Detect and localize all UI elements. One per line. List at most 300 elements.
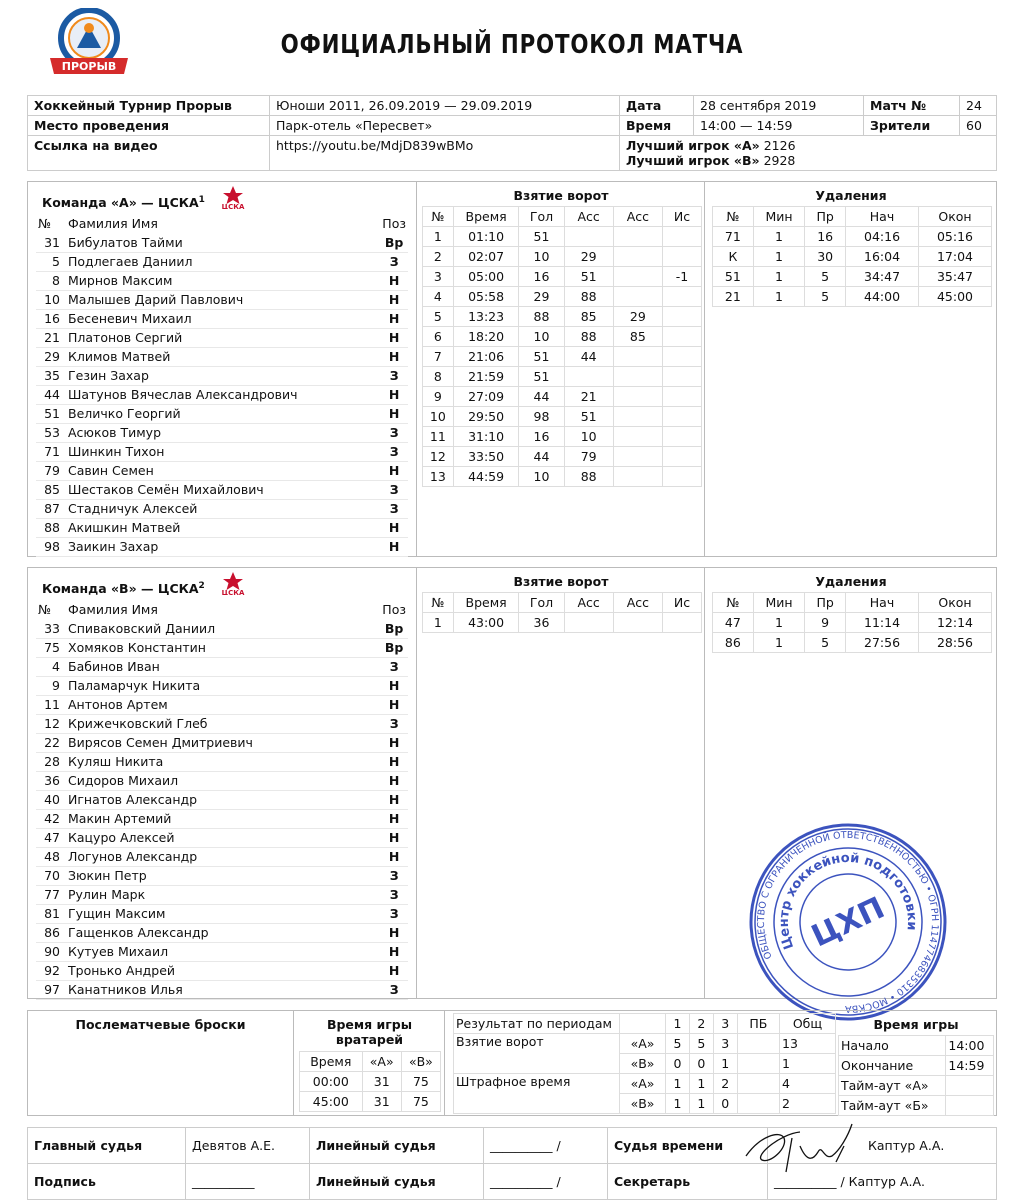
player-position: Н	[380, 461, 408, 480]
player-position: Н	[380, 271, 408, 290]
player-row	[36, 423, 408, 442]
goal-row-cell: 51	[564, 407, 613, 427]
goal-row-cell: -1	[663, 267, 702, 287]
player-name: Платонов Сергий	[66, 328, 380, 347]
venue-value: Парк-отель «Пересвет»	[270, 116, 620, 136]
player-number: 28	[36, 752, 66, 771]
goal-row-cell	[663, 427, 702, 447]
goal-row-cell: 21:06	[453, 347, 519, 367]
player-position: Н	[380, 385, 408, 404]
penalty-row-cell: 47	[713, 613, 754, 633]
penalty-row-cell: 17:04	[919, 247, 992, 267]
player-position: Н	[380, 347, 408, 366]
pim-b-total: 2	[780, 1094, 836, 1114]
player-number: 40	[36, 790, 66, 809]
goal-row-cell: 51	[564, 267, 613, 287]
player-number: 29	[36, 347, 66, 366]
team-b-name: Команда «В» — ЦСКА	[42, 581, 199, 597]
player-number: 51	[36, 404, 66, 423]
svg-text:ЦСКА: ЦСКА	[221, 202, 245, 209]
player-number: 47	[36, 828, 66, 847]
goal-row-cell: 21:59	[453, 367, 519, 387]
player-name: Гезин Захар	[66, 366, 380, 385]
goalie-time-section	[295, 1011, 445, 1115]
player-row	[36, 752, 408, 771]
goal-row-cell: 5	[423, 307, 454, 327]
svg-text:ОБЩЕСТВО С ОГРАНИЧЕННОЙ ОТВЕТС: ОБЩЕСТВО С ОГРАНИЧЕННОЙ ОТВЕТСТВЕННОСТЬЮ • ОГРН 1147746835310 • МОСКВА	[755, 829, 941, 1015]
goal-row-cell	[613, 287, 662, 307]
goal-row-cell: 88	[564, 467, 613, 487]
team-a-roster	[36, 214, 408, 557]
goal-row-cell	[613, 227, 662, 247]
column-header: №	[423, 207, 454, 227]
column-header: №	[713, 593, 754, 613]
penalty-row-cell: 45:00	[919, 287, 992, 307]
goal-row-cell	[613, 247, 662, 267]
player-number: 9	[36, 676, 66, 695]
handwritten-signature	[740, 1116, 860, 1178]
goalie-time-cell: 45:00	[300, 1092, 363, 1112]
goal-row-cell: 10	[519, 467, 564, 487]
team-b-pen-title: Удаления	[815, 574, 887, 589]
goal-row-cell: 98	[519, 407, 564, 427]
goal-row-cell	[663, 367, 702, 387]
player-name: Канатников Илья	[66, 980, 380, 999]
goal-row-cell	[564, 227, 613, 247]
player-position: Н	[380, 328, 408, 347]
goal-row-cell: 18:20	[453, 327, 519, 347]
goal-row	[423, 267, 702, 287]
best-a-value: 2126	[763, 138, 796, 153]
penalty-row-cell: 1	[753, 227, 805, 247]
player-row	[36, 480, 408, 499]
goal-row-cell: 44:59	[453, 467, 519, 487]
period-results-section	[453, 1013, 836, 1113]
player-position: З	[380, 657, 408, 676]
player-number: 71	[36, 442, 66, 461]
player-name: Савин Семен	[66, 461, 380, 480]
goal-row	[423, 427, 702, 447]
penalty-row-cell: 1	[753, 247, 805, 267]
goalie-time-table	[299, 1051, 441, 1112]
player-position: З	[380, 252, 408, 271]
shootout-section	[28, 1011, 294, 1115]
goal-row-cell: 44	[519, 447, 564, 467]
player-row	[36, 290, 408, 309]
column-header: Мин	[753, 593, 805, 613]
player-number: 4	[36, 657, 66, 676]
penalty-row-cell: 86	[713, 633, 754, 653]
penalty-row-cell: 5	[805, 267, 846, 287]
player-row	[36, 847, 408, 866]
goal-row-cell: 51	[519, 347, 564, 367]
player-row	[36, 866, 408, 885]
player-name: Заикин Захар	[66, 537, 380, 556]
match-info-table	[27, 95, 997, 171]
player-position: Н	[380, 537, 408, 556]
penalty-row-cell: 21	[713, 287, 754, 307]
goal-row-cell: 27:09	[453, 387, 519, 407]
end-label: Окончание	[839, 1056, 946, 1076]
goal-row-cell: 29:50	[453, 407, 519, 427]
goal-row-cell: 13:23	[453, 307, 519, 327]
goalie-time-cell: 00:00	[300, 1072, 363, 1092]
goal-row-cell: 10	[423, 407, 454, 427]
goal-row-cell: 10	[564, 427, 613, 447]
team-b-roster-section	[28, 568, 417, 998]
penalty-row	[713, 227, 992, 247]
player-name: Антонов Артем	[66, 695, 380, 714]
date-value: 28 сентября 2019	[694, 96, 864, 116]
penalty-row-cell: 5	[805, 287, 846, 307]
team-a-sup: 1	[198, 195, 205, 205]
player-name: Шатунов Вячеслав Александрович	[66, 385, 380, 404]
goal-row	[423, 367, 702, 387]
column-header: Гол	[519, 593, 564, 613]
timekeeper-value: Каптур А.А.	[768, 1128, 997, 1164]
player-row	[36, 828, 408, 847]
goal-row-cell	[663, 613, 702, 633]
penalty-row-cell: 16	[805, 227, 846, 247]
team-a-panel	[27, 181, 997, 557]
goal-row-cell: 51	[519, 227, 564, 247]
player-position: З	[380, 366, 408, 385]
game-time-table	[838, 1035, 994, 1116]
team-a-label: «А»	[620, 1034, 666, 1054]
player-position: Н	[380, 733, 408, 752]
goal-row-cell: 29	[519, 287, 564, 307]
column-header: Ис	[663, 207, 702, 227]
penalty-row-cell: 12:14	[919, 613, 992, 633]
column-header: Ис	[663, 593, 702, 613]
player-position: Н	[380, 309, 408, 328]
player-position: З	[380, 866, 408, 885]
player-number: 11	[36, 695, 66, 714]
goal-row-cell: 79	[564, 447, 613, 467]
player-name: Мирнов Максим	[66, 271, 380, 290]
player-name: Зюкин Петр	[66, 866, 380, 885]
player-position: З	[380, 480, 408, 499]
svg-text:ЦСКА: ЦСКА	[221, 588, 245, 595]
player-position: Н	[380, 961, 408, 980]
col-number: №	[38, 216, 52, 231]
penalty-row-cell: 44:00	[846, 287, 919, 307]
team-a-goals-section	[418, 182, 705, 556]
column-header: Мин	[753, 207, 805, 227]
player-position: Н	[380, 752, 408, 771]
player-number: 90	[36, 942, 66, 961]
best-b-value: 2928	[763, 153, 796, 168]
team-a-penalties-section	[706, 182, 996, 556]
goalie-time-row	[300, 1072, 441, 1092]
pim-a-so	[737, 1074, 779, 1094]
player-row	[36, 252, 408, 271]
goal-row-cell	[663, 387, 702, 407]
penalty-row-cell: 1	[753, 287, 805, 307]
tournament-value: Юноши 2011, 26.09.2019 — 29.09.2019	[270, 96, 620, 116]
goal-row	[423, 247, 702, 267]
player-position: Н	[380, 923, 408, 942]
goal-row-cell	[663, 307, 702, 327]
player-name: Климов Матвей	[66, 347, 380, 366]
player-name: Вирясов Семен Дмитриевич	[66, 733, 380, 752]
goal-row-cell: 88	[564, 327, 613, 347]
player-number: 92	[36, 961, 66, 980]
player-row	[36, 619, 408, 638]
player-number: 88	[36, 518, 66, 537]
team-a-penalties-table	[712, 206, 992, 307]
player-row	[36, 980, 408, 999]
team-a-title	[28, 186, 416, 214]
goal-row-cell: 01:10	[453, 227, 519, 247]
goal-row-header	[423, 593, 702, 613]
goal-row-cell: 44	[564, 347, 613, 367]
goal-row-cell: 16	[519, 267, 564, 287]
goal-row-cell: 1	[423, 227, 454, 247]
column-header: Асс	[564, 207, 613, 227]
goals-a-so	[737, 1034, 779, 1054]
start-label: Начало	[839, 1036, 946, 1056]
player-row	[36, 309, 408, 328]
main-referee-label: Главный судья	[28, 1128, 186, 1164]
goal-row-cell: 43:00	[453, 613, 519, 633]
goal-row-cell: 12	[423, 447, 454, 467]
player-row	[36, 233, 408, 252]
col-number: №	[38, 602, 52, 617]
pim-a-p1: 1	[666, 1074, 690, 1094]
pim-a-p3: 2	[713, 1074, 737, 1094]
player-name: Шинкин Тихон	[66, 442, 380, 461]
tournament-label: Хоккейный Турнир Прорыв	[28, 96, 270, 116]
player-number: 70	[36, 866, 66, 885]
team-b-sup: 2	[198, 581, 205, 591]
game-time-title: Время игры	[873, 1017, 959, 1032]
goal-row	[423, 387, 702, 407]
goal-row-cell: 51	[519, 367, 564, 387]
team-b-goals-section	[418, 568, 705, 998]
pim-b-so	[737, 1094, 779, 1114]
player-name: Спиваковский Даниил	[66, 619, 380, 638]
penalty-row-cell: 16:04	[846, 247, 919, 267]
player-position: Н	[380, 809, 408, 828]
goal-row-cell: 21	[564, 387, 613, 407]
match-value: 24	[960, 96, 997, 116]
goal-row-cell: 88	[519, 307, 564, 327]
player-position: Н	[380, 404, 408, 423]
player-number: 33	[36, 619, 66, 638]
player-position: Н	[380, 847, 408, 866]
goal-row-cell: 6	[423, 327, 454, 347]
player-name: Рулин Марк	[66, 885, 380, 904]
player-number: 44	[36, 385, 66, 404]
goals-label: Взятие ворот	[454, 1034, 620, 1074]
player-position: Н	[380, 676, 408, 695]
team-b-roster	[36, 600, 408, 1000]
player-row	[36, 347, 408, 366]
periods-title: Результат по периодам	[454, 1014, 620, 1034]
team-b-title	[28, 572, 416, 600]
match-summary	[27, 1010, 997, 1116]
team-b-goals-title: Взятие ворот	[513, 574, 609, 589]
goal-row-cell: 33:50	[453, 447, 519, 467]
player-name: Кацуро Алексей	[66, 828, 380, 847]
best-players	[620, 136, 997, 171]
team-b-label: «В»	[620, 1094, 666, 1114]
penalty-row	[713, 267, 992, 287]
goal-row-cell: 10	[519, 327, 564, 347]
team-a-pen-title: Удаления	[815, 188, 887, 203]
column-header: Гол	[519, 207, 564, 227]
player-number: 5	[36, 252, 66, 271]
goals-b-p1: 0	[666, 1054, 690, 1074]
player-row	[36, 942, 408, 961]
venue-label: Место проведения	[28, 116, 270, 136]
penalty-row-cell: 27:56	[846, 633, 919, 653]
goal-row-cell: 29	[613, 307, 662, 327]
date-label: Дата	[620, 96, 694, 116]
goal-row-cell	[613, 367, 662, 387]
penalty-row-cell: 51	[713, 267, 754, 287]
goal-row-cell: 85	[613, 327, 662, 347]
line-referee-value: __________ /	[484, 1128, 608, 1164]
player-position: Вр	[380, 619, 408, 638]
player-row	[36, 657, 408, 676]
goal-row-cell	[613, 407, 662, 427]
player-number: 12	[36, 714, 66, 733]
goal-row	[423, 227, 702, 247]
team-a-label: «А»	[620, 1074, 666, 1094]
main-referee-value: Девятов А.Е.	[186, 1128, 310, 1164]
player-number: 36	[36, 771, 66, 790]
player-position: З	[380, 714, 408, 733]
column-header: Нач	[846, 593, 919, 613]
goal-row-cell: 2	[423, 247, 454, 267]
svg-text:ПРОРЫВ: ПРОРЫВ	[61, 60, 117, 73]
column-header: Пр	[805, 207, 846, 227]
goalie-time-title: Время игры вратарей	[326, 1017, 413, 1047]
player-row	[36, 404, 408, 423]
penalty-row-cell: 1	[753, 613, 805, 633]
goal-row-cell	[564, 367, 613, 387]
player-number: 85	[36, 480, 66, 499]
goal-row-cell: 3	[423, 267, 454, 287]
line-referee-2-label: Линейный судья	[310, 1164, 484, 1200]
end-value: 14:59	[946, 1056, 994, 1076]
pim-b-p2: 1	[689, 1094, 713, 1114]
goal-row-cell	[663, 467, 702, 487]
player-name: Шестаков Семён Михайлович	[66, 480, 380, 499]
col-position: Поз	[382, 602, 406, 617]
player-name: Макин Артемий	[66, 809, 380, 828]
goal-row-cell: 05:00	[453, 267, 519, 287]
pim-a-p2: 1	[689, 1074, 713, 1094]
goal-row-cell: 11	[423, 427, 454, 447]
player-number: 31	[36, 233, 66, 252]
goalie-time-row	[300, 1092, 441, 1112]
col-name: Фамилия Имя	[68, 602, 158, 617]
goal-row-cell	[613, 387, 662, 407]
player-number: 77	[36, 885, 66, 904]
goalie-time-header	[300, 1052, 441, 1072]
goal-row-cell: 4	[423, 287, 454, 307]
player-row	[36, 328, 408, 347]
penalty-row	[713, 247, 992, 267]
video-link[interactable]: https://youtu.be/MdjD839wBMo	[270, 136, 620, 171]
goal-row-cell: 05:58	[453, 287, 519, 307]
penalty-row	[713, 633, 992, 653]
start-value: 14:00	[946, 1036, 994, 1056]
player-name: Куляш Никита	[66, 752, 380, 771]
goal-row	[423, 407, 702, 427]
column-header: Время	[300, 1052, 363, 1072]
period-results-table	[453, 1013, 836, 1114]
player-row	[36, 714, 408, 733]
goalie-time-cell: 31	[362, 1072, 401, 1092]
goal-row	[423, 613, 702, 633]
goal-row-cell: 36	[519, 613, 564, 633]
player-name: Хомяков Константин	[66, 638, 380, 657]
period-header: 1	[666, 1014, 690, 1034]
goal-row-cell	[613, 447, 662, 467]
goal-row-cell: 16	[519, 427, 564, 447]
team-a-goals-table	[422, 206, 702, 487]
period-header: 3	[713, 1014, 737, 1034]
player-row	[36, 961, 408, 980]
goal-row-cell	[663, 327, 702, 347]
column-header: Окон	[919, 207, 992, 227]
goals-b-so	[737, 1054, 779, 1074]
player-number: 10	[36, 290, 66, 309]
penalty-row-cell: 35:47	[919, 267, 992, 287]
player-name: Сидоров Михаил	[66, 771, 380, 790]
game-time-section	[836, 1011, 996, 1115]
col-position: Поз	[382, 216, 406, 231]
player-number: 87	[36, 499, 66, 518]
player-number: 8	[36, 271, 66, 290]
goal-row-cell	[663, 247, 702, 267]
match-label: Матч №	[864, 96, 960, 116]
player-name: Гащенков Александр	[66, 923, 380, 942]
column-header: Асс	[564, 593, 613, 613]
goal-row-cell	[613, 613, 662, 633]
team-b-penalties-table	[712, 592, 992, 653]
time-value: 14:00 — 14:59	[694, 116, 864, 136]
goals-a-total: 13	[780, 1034, 836, 1054]
player-name: Гущин Максим	[66, 904, 380, 923]
player-row	[36, 366, 408, 385]
col-name: Фамилия Имя	[68, 216, 158, 231]
player-name: Асюков Тимур	[66, 423, 380, 442]
column-header: Пр	[805, 593, 846, 613]
player-name: Кутуев Михаил	[66, 942, 380, 961]
player-number: 48	[36, 847, 66, 866]
player-position: Вр	[380, 233, 408, 252]
period-header: ПБ	[737, 1014, 779, 1034]
pim-b-p1: 1	[666, 1094, 690, 1114]
team-a-goals-title: Взятие ворот	[513, 188, 609, 203]
goal-row-cell	[663, 347, 702, 367]
period-header: Общ	[780, 1014, 836, 1034]
column-header: Асс	[613, 593, 662, 613]
signature-label: Подпись	[28, 1164, 186, 1200]
player-row	[36, 518, 408, 537]
player-position: Н	[380, 290, 408, 309]
goal-row-cell: 9	[423, 387, 454, 407]
player-row	[36, 461, 408, 480]
player-row	[36, 733, 408, 752]
penalty-row-header	[713, 207, 992, 227]
goal-row	[423, 327, 702, 347]
